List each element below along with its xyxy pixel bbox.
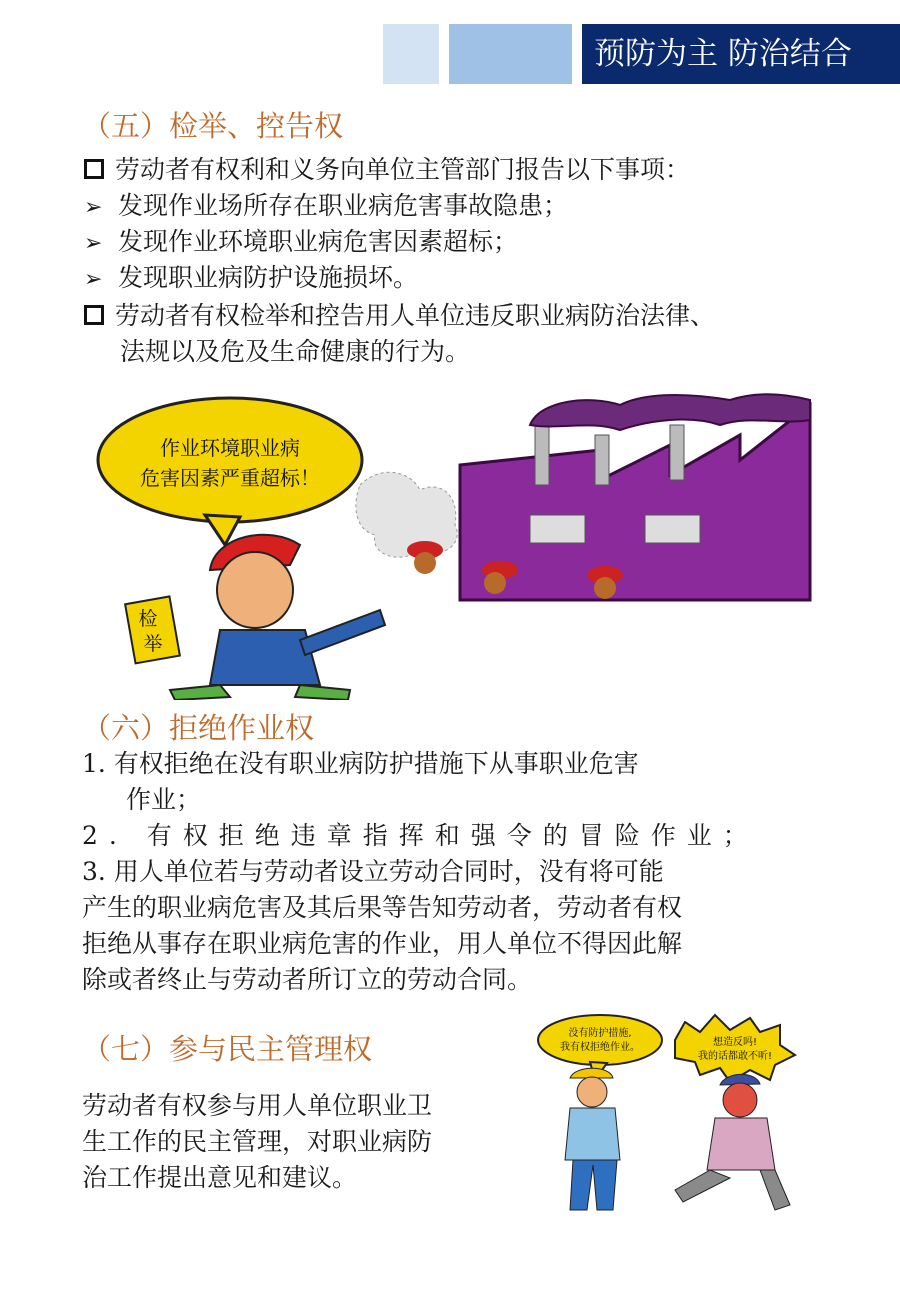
section5-item2-text: 劳动者有权检举和控告用人单位违反职业病防治法律、 (115, 301, 716, 330)
square-bullet-icon (84, 305, 104, 325)
section7-line1: 劳动者有权参与用人单位职业卫 (82, 1091, 433, 1120)
section7-line3: 治工作提出意见和建议。 (82, 1163, 358, 1192)
worker-refusing-icon (565, 1068, 620, 1210)
bubble-left-text-1: 没有防护措施, (568, 1028, 632, 1039)
section5-sub3-text: 发现职业病防护设施损坏。 (118, 263, 419, 292)
bubble-right-text-1: 想造反吗! (712, 1037, 758, 1048)
worker-icon (170, 535, 385, 700)
section5-item1 (84, 152, 690, 188)
section6-item1-cont: 作业； (126, 785, 202, 814)
section6-item3-line1: 3. 用人单位若与劳动者设立劳动合同时，没有将可能 (82, 857, 664, 886)
speech-bubble (98, 398, 362, 545)
section5-title: （五）检举、控告权 (82, 109, 344, 143)
section6-item3-line3: 拒绝从事存在职业病危害的作业，用人单位不得因此解 (82, 929, 683, 958)
section7-line2: 生工作的民主管理，对职业病防 (82, 1127, 433, 1156)
section7-title: （七）参与民主管理权 (82, 1032, 373, 1066)
arrow-bullet-icon: ➢ (84, 267, 103, 292)
bubble-text-1: 作业环境职业病 (160, 436, 300, 460)
speech-bubble-right (675, 1015, 795, 1082)
section6-item1: 1. 有权拒绝在没有职业病防护措施下从事职业危害 (82, 749, 639, 778)
angry-boss-icon (675, 1074, 790, 1210)
report-card (125, 596, 180, 663)
section5-item1-text: 劳动者有权利和义务向单位主管部门报告以下事项： (115, 155, 691, 184)
section6-item3-line4: 除或者终止与劳动者所订立的劳动合同。 (82, 965, 533, 994)
square-bullet-icon (84, 159, 104, 179)
section5-sub2-text: 发现作业环境职业病危害因素超标； (118, 227, 519, 256)
header-accent-mid (449, 24, 572, 84)
section5-sub2 (84, 224, 518, 262)
section5-item2 (84, 298, 715, 334)
section5-sub1 (84, 188, 568, 226)
refusal-illustration (535, 1010, 815, 1220)
bubble-left-text-2: 我有权拒绝作业。 (560, 1042, 640, 1053)
bubble-right-text-2: 我的话都敢不听! (697, 1051, 773, 1062)
card-text-1: 检 (138, 608, 158, 630)
section6-item2: 2. 有权拒绝违章指挥和强令的冒险作业； (82, 821, 759, 850)
section6-item3-line2: 产生的职业病危害及其后果等告知劳动者，劳动者有权 (82, 893, 683, 922)
bubble-text-2: 危害因素严重超标！ (140, 466, 320, 490)
header-title: 预防为主 防治结合 (582, 24, 900, 84)
whistleblower-illustration (90, 385, 820, 700)
section5-item2-cont: 法规以及危及生命健康的行为。 (120, 337, 471, 366)
arrow-bullet-icon: ➢ (84, 231, 103, 256)
section5-sub3 (84, 260, 418, 298)
arrow-bullet-icon: ➢ (84, 195, 103, 220)
section5-sub1-text: 发现作业场所存在职业病危害事故隐患； (118, 191, 569, 220)
section6-title: （六）拒绝作业权 (82, 711, 315, 745)
header-accent-light (383, 24, 439, 84)
card-text-2: 举 (143, 633, 163, 655)
